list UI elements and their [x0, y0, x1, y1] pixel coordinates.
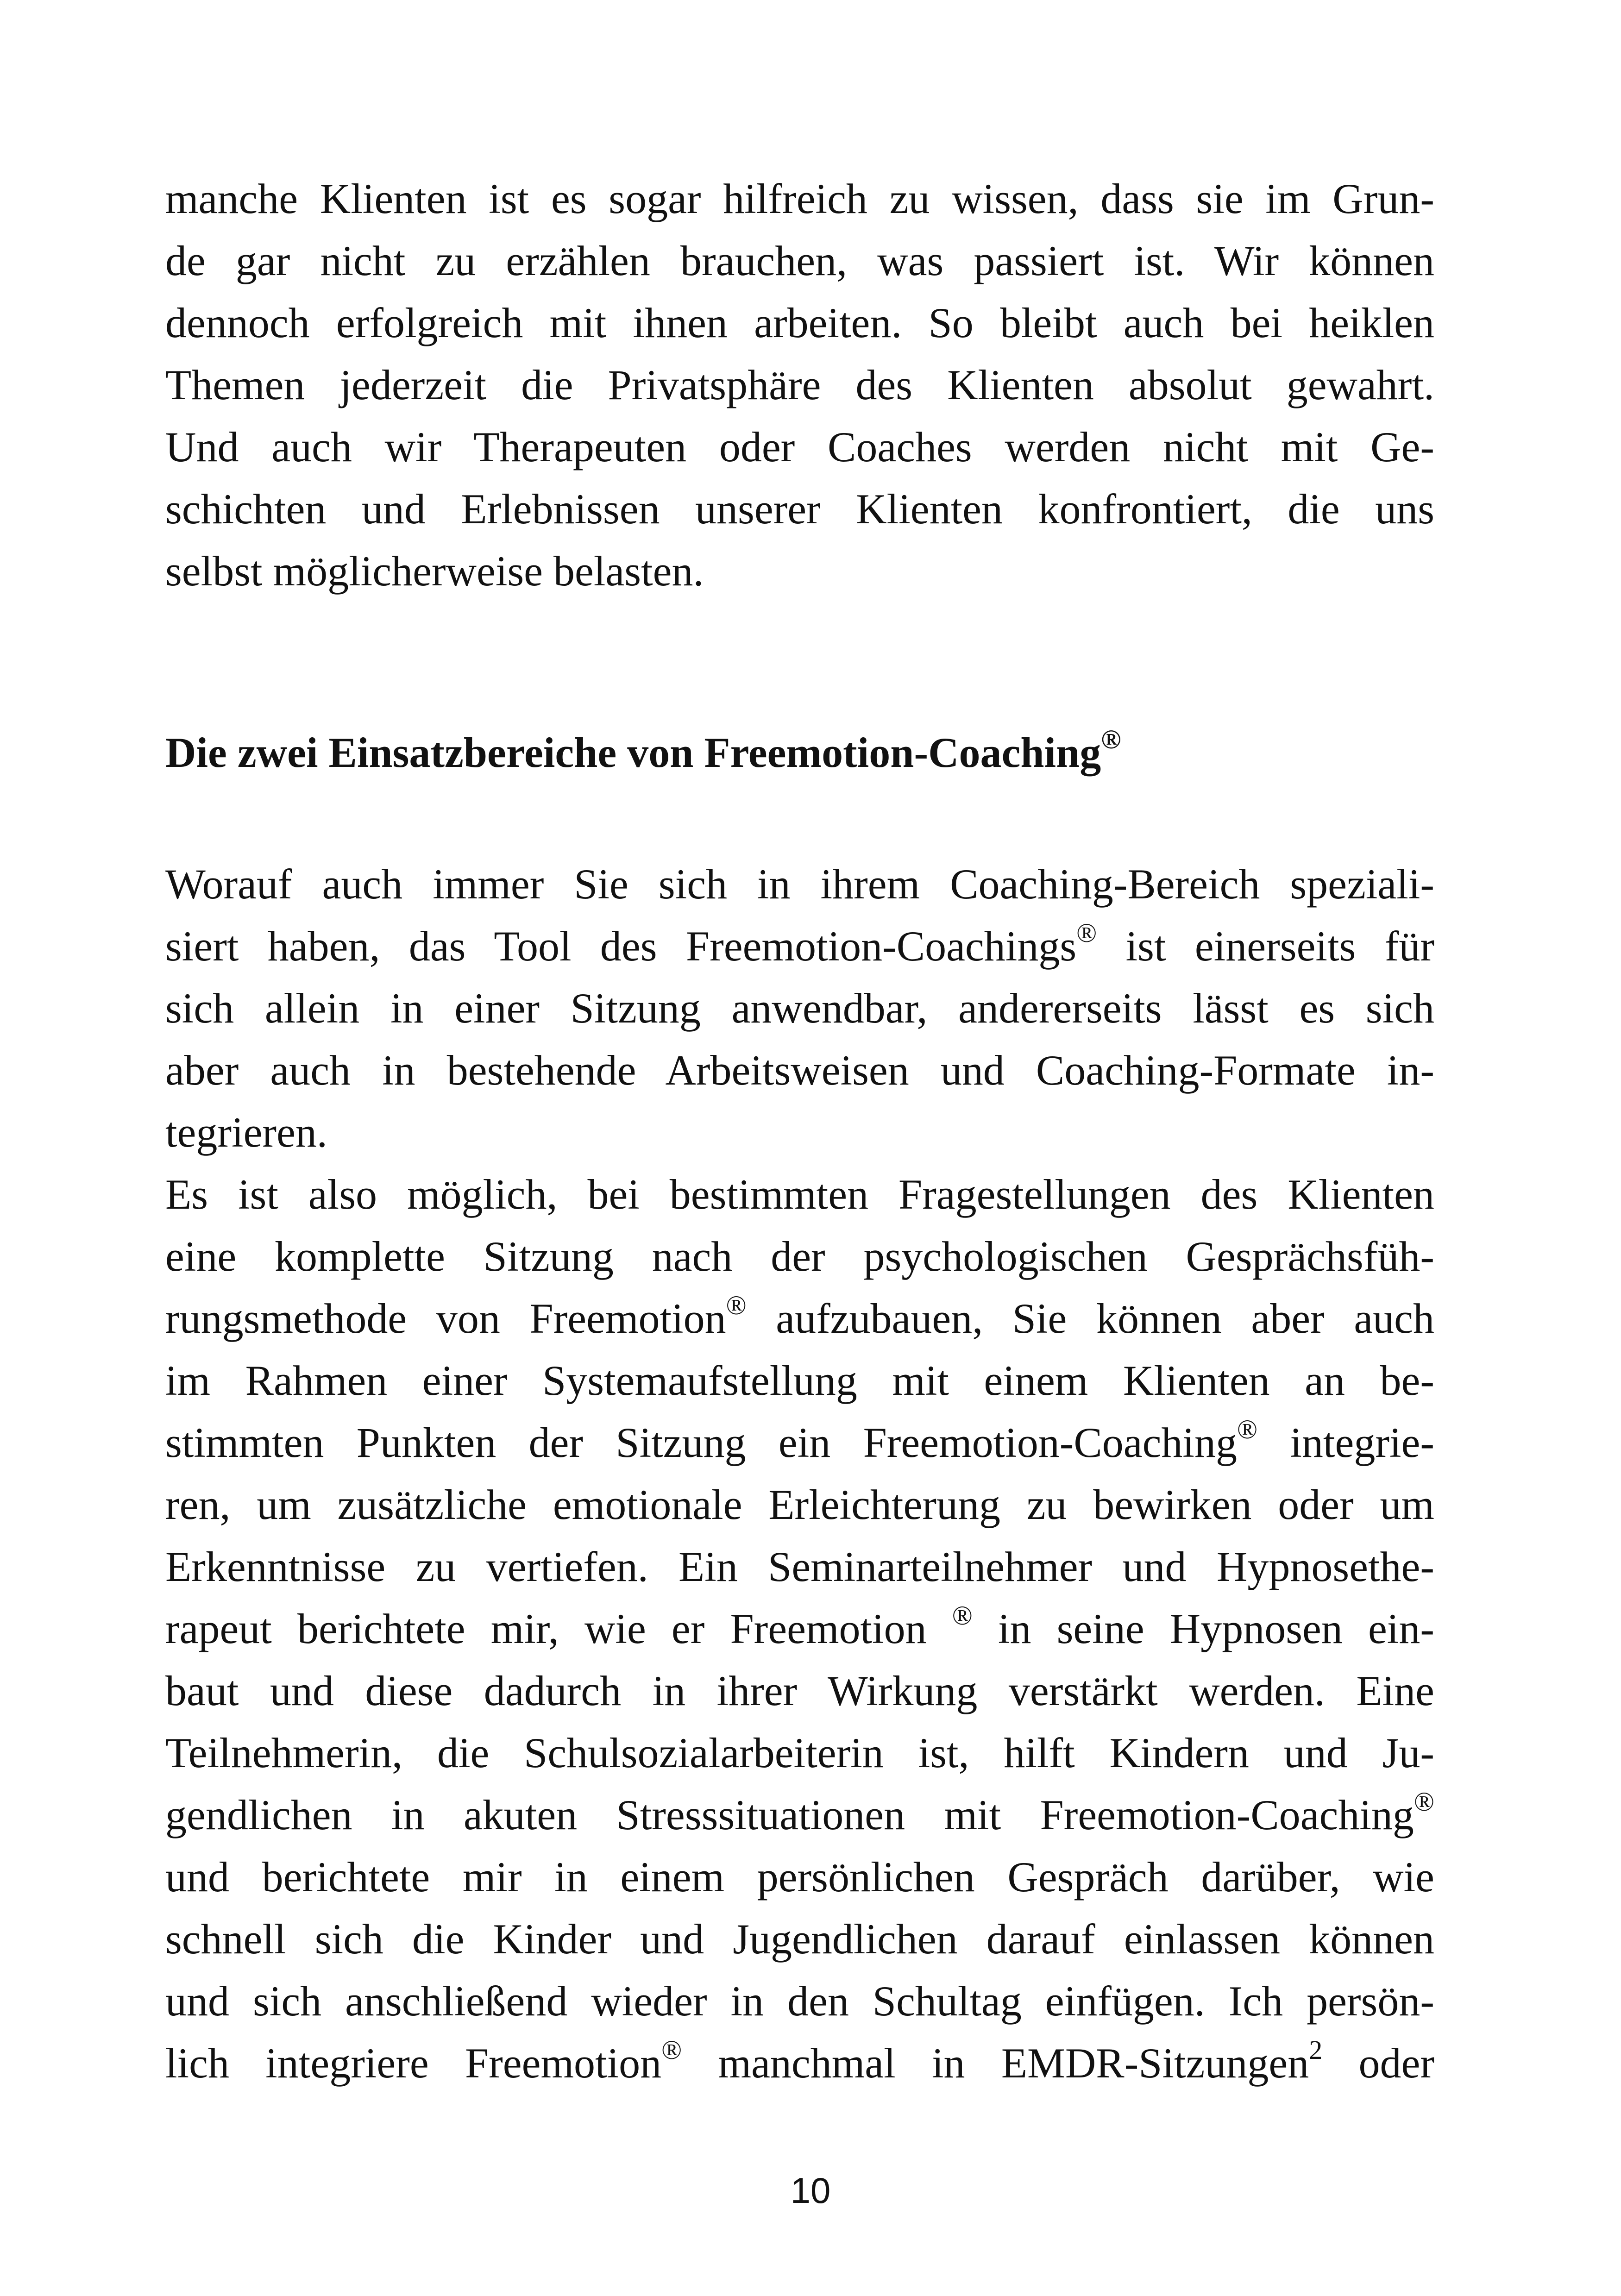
- text-line: selbst möglicherweise belasten.: [165, 547, 704, 595]
- text-segment: Erkenntnisse zu vertiefen. Ein Seminarteilnehmer und Hypnosethe-: [165, 1543, 1434, 1590]
- text-segment: eine komplette Sitzung nach der psychologischen Gesprächsfüh-: [165, 1233, 1434, 1280]
- page-number: 10: [790, 2170, 831, 2211]
- text-segment: und berichtete mir in einem persönlichen Gespräch darüber, wie: [165, 1853, 1434, 1901]
- text-segment: in seine Hypnosen ein-: [972, 1605, 1434, 1652]
- text-line: [165, 1039, 1434, 1101]
- text-line: [165, 915, 1434, 977]
- text-segment: gendlichen in akuten Stresssituationen mit Freemotion-Coaching: [165, 1791, 1414, 1838]
- text-segment: ren, um zusätzliche emotionale Erleichterung zu bewirken oder um: [165, 1481, 1434, 1528]
- text-line: [165, 977, 1434, 1039]
- text-segment: tegrieren.: [165, 1109, 327, 1156]
- text-segment: Worauf auch immer Sie sich in ihrem Coaching-Bereich speziali-: [165, 860, 1434, 908]
- text-line: [165, 1846, 1434, 1908]
- section-heading: [165, 721, 1121, 784]
- text-line: [165, 1970, 1434, 2032]
- text-line: [165, 2032, 1434, 2094]
- text-line: [165, 1536, 1434, 1598]
- text-line: [165, 1411, 1434, 1474]
- text-line: [165, 1784, 1434, 1846]
- registered-mark: ®: [1076, 918, 1097, 948]
- text-line: schichten und Erlebnissen unserer Klienten konfrontiert, die uns: [165, 485, 1434, 533]
- text-line: [165, 1101, 1434, 1163]
- text-line: [165, 1598, 1434, 1660]
- text-line: [165, 1225, 1434, 1287]
- text-line: [165, 853, 1434, 915]
- text-segment: Es ist also möglich, bei bestimmten Fragestellungen des Klienten: [165, 1171, 1434, 1218]
- footnote-marker: 2: [1309, 2035, 1323, 2065]
- registered-mark: ®: [952, 1600, 973, 1631]
- text-line: [165, 1908, 1434, 1970]
- text-segment: rapeut berichtete mir, wie er Freemotion: [165, 1605, 952, 1652]
- text-line: [165, 1287, 1434, 1349]
- text-line: dennoch erfolgreich mit ihnen arbeiten. So bleibt auch bei heiklen: [165, 299, 1434, 346]
- text-line: manche Klienten ist es sogar hilfreich zu wissen, dass sie im Grun-: [165, 175, 1434, 222]
- text-line: [165, 1660, 1434, 1722]
- text-segment: rungsmethode von Freemotion: [165, 1295, 726, 1342]
- text-line: [165, 1474, 1434, 1536]
- text-segment: oder: [1322, 2039, 1434, 2087]
- registered-mark: ®: [1414, 1787, 1434, 1817]
- text-segment: schnell sich die Kinder und Jugendlichen darauf einlassen können: [165, 1915, 1434, 1963]
- text-segment: manchmal in EMDR-Sitzungen: [682, 2039, 1309, 2087]
- text-segment: sich allein in einer Sitzung anwendbar, andererseits lässt es sich: [165, 985, 1434, 1032]
- text-segment: integrie-: [1257, 1419, 1434, 1466]
- text-segment: aber auch in bestehende Arbeitsweisen und Coaching-Formate in-: [165, 1047, 1434, 1094]
- text-line: de gar nicht zu erzählen brauchen, was passiert ist. Wir können: [165, 237, 1434, 284]
- text-segment: und sich anschließend wieder in den Schultag einfügen. Ich persön-: [165, 1977, 1434, 2025]
- text-segment: im Rahmen einer Systemaufstellung mit einem Klienten an be-: [165, 1357, 1434, 1404]
- registered-mark: ®: [1101, 724, 1121, 755]
- text-segment: aufzubauen, Sie können aber auch: [746, 1295, 1434, 1342]
- section-paragraphs: [165, 853, 1434, 2094]
- text-segment: Teilnehmerin, die Schulsozialarbeiterin ist, hilft Kindern und Ju-: [165, 1729, 1434, 1776]
- intro-paragraph: [165, 168, 1434, 602]
- text-segment: baut und diese dadurch in ihrer Wirkung verstärkt werden. Eine: [165, 1667, 1434, 1714]
- text-segment: lich integriere Freemotion: [165, 2039, 662, 2087]
- text-line: [165, 1163, 1434, 1225]
- text-line: [165, 1722, 1434, 1784]
- text-line: Und auch wir Therapeuten oder Coaches werden nicht mit Ge-: [165, 423, 1434, 470]
- text-segment: siert haben, das Tool des Freemotion-Coachings: [165, 922, 1077, 970]
- text-line: [165, 1349, 1434, 1411]
- registered-mark: ®: [1237, 1414, 1258, 1445]
- registered-mark: ®: [726, 1290, 747, 1321]
- section-heading-text: Die zwei Einsatzbereiche von Freemotion-Coaching: [165, 729, 1101, 776]
- text-segment: ist einerseits für: [1097, 922, 1434, 970]
- registered-mark: ®: [661, 2035, 682, 2065]
- text-segment: stimmten Punkten der Sitzung ein Freemotion-Coaching: [165, 1419, 1237, 1466]
- text-line: Themen jederzeit die Privatsphäre des Klienten absolut gewahrt.: [165, 361, 1434, 408]
